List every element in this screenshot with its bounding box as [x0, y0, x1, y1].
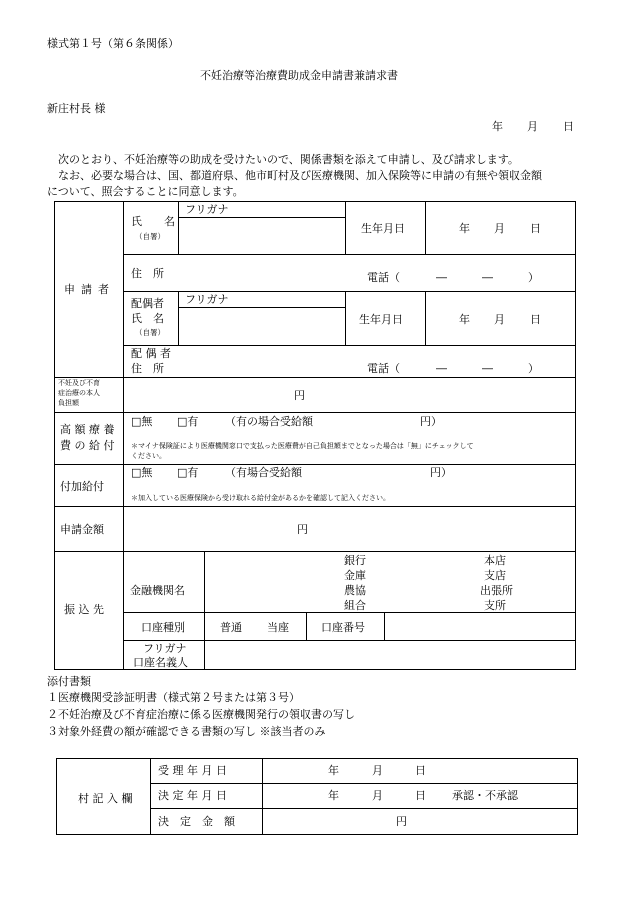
high-cost-yen: 円） [420, 415, 442, 428]
attachment-item-1: １医療機関受診証明書（様式第２号または第３号） [47, 691, 300, 704]
date-year-label: 年 [492, 120, 503, 133]
additional-note: ＊加入している医療保険から受け取れる給付金があるかを確認して記入ください。 [131, 494, 390, 502]
high-cost-label-2: 費 の 給 付 [60, 439, 115, 452]
decided-date-label: 決 定 年 月 日 [158, 789, 227, 802]
additional-amount-label: （有場合受給額 [225, 466, 302, 479]
received-day: 日 [415, 764, 426, 777]
page-title: 不妊治療等治療費助成金申請書兼請求書 [200, 69, 398, 82]
branch-type-1: 本店 [484, 554, 506, 567]
applicant-section-label: 申請者 [64, 283, 115, 296]
transfer-section-label: 振 込 先 [64, 603, 104, 616]
account-holder-furigana-label: フリガナ [143, 642, 187, 655]
burden-yen: 円 [294, 389, 305, 402]
spouse-phone-label: 電話（ [367, 362, 400, 375]
intro-line-2: なお、必要な場合は、国、都道府県、他市町村及び医療機関、加入保険等に申請の有無や領収金額 [58, 169, 542, 182]
spouse-phone-dash-1: ― [436, 362, 447, 375]
date-month-label: 月 [527, 120, 538, 133]
applicant-birth-label: 生年月日 [361, 222, 405, 235]
request-amount-label: 申請金額 [60, 523, 104, 536]
bank-type-4: 組合 [344, 599, 366, 612]
decided-day: 日 [415, 789, 426, 802]
high-cost-note-2: ください。 [131, 452, 166, 460]
high-cost-note-1: ＊マイナ保険証により医療機関窓口で支払った医療費が自己負担額までとなった場合は「無」にチェックして [131, 442, 474, 450]
spouse-address-label-1: 配 偶 者 [131, 347, 171, 360]
spouse-label: 配偶者 [131, 297, 164, 310]
high-cost-label-1: 高 額 療 養 [60, 423, 115, 436]
applicant-phone-close: ） [528, 271, 539, 284]
high-cost-amount-label: （有の場合受給額 [225, 415, 313, 428]
additional-label: 付加給付 [60, 480, 104, 493]
applicant-phone-dash-1: ― [436, 271, 447, 284]
decided-month: 月 [372, 789, 383, 802]
bank-type-1: 銀行 [344, 554, 366, 567]
burden-label-3: 負担額 [58, 399, 79, 407]
decided-amount-label: 決 定 金 額 [158, 815, 235, 828]
received-date-label: 受 理 年 月 日 [158, 764, 227, 777]
bank-name-label: 金融機関名 [130, 584, 185, 597]
date-day-label: 日 [563, 120, 574, 133]
form-number: 様式第１号（第６条関係） [47, 37, 179, 50]
applicant-phone-dash-2: ― [482, 271, 493, 284]
village-section-label: 村 記 入 欄 [78, 792, 133, 805]
received-year: 年 [328, 764, 339, 777]
spouse-birth-day: 日 [530, 313, 541, 326]
spouse-birth-label: 生年月日 [359, 313, 403, 326]
spouse-phone-dash-2: ― [482, 362, 493, 375]
spouse-birth-month: 月 [494, 313, 505, 326]
branch-type-4: 支所 [484, 599, 506, 612]
decided-year: 年 [328, 789, 339, 802]
request-amount-yen: 円 [297, 523, 308, 536]
applicant-birth-day: 日 [530, 222, 541, 235]
applicant-furigana-label: フリガナ [185, 203, 229, 216]
spouse-phone-close: ） [528, 362, 539, 375]
account-type-current: 当座 [267, 621, 289, 634]
approval-status: 承認・不承認 [452, 789, 518, 802]
branch-type-3: 出張所 [480, 584, 513, 597]
intro-line-3: について、照会することに同意します。 [47, 185, 244, 198]
decided-amount-yen: 円 [396, 815, 407, 828]
attachment-item-3: ３対象外経費の額が確認できる書類の写し ※該当者のみ [47, 725, 326, 738]
branch-type-2: 支店 [484, 569, 506, 582]
spouse-jisho-label: （自署） [135, 328, 165, 337]
additional-none-checkbox[interactable]: □無 [131, 466, 153, 479]
attachments-heading: 添付書類 [47, 675, 91, 688]
spouse-birth-year: 年 [459, 313, 470, 326]
applicant-birth-month: 月 [494, 222, 505, 235]
high-cost-none-checkbox[interactable]: □無 [131, 415, 153, 428]
burden-label-1: 不妊及び不育 [58, 379, 100, 387]
applicant-phone-label: 電話（ [367, 271, 400, 284]
account-holder-label: 口座名義人 [133, 656, 188, 669]
burden-label-2: 症治療の本人 [58, 389, 100, 397]
applicant-jisho-label: （自署） [135, 232, 165, 241]
attachment-item-2: ２不妊治療及び不育症治療に係る医療機関発行の領収書の写し [47, 708, 355, 721]
spouse-name-label: 氏 名 [131, 312, 164, 325]
spouse-address-label-2: 住 所 [131, 362, 164, 375]
additional-yen: 円） [430, 466, 452, 479]
bank-type-2: 金庫 [344, 569, 366, 582]
high-cost-yes-checkbox[interactable]: □有 [177, 415, 199, 428]
additional-yes-checkbox[interactable]: □有 [177, 466, 199, 479]
applicant-name-label: 氏 名 [131, 215, 175, 228]
bank-type-3: 農協 [344, 584, 366, 597]
account-type-label: 口座種別 [141, 621, 185, 634]
account-type-ordinary: 普通 [220, 621, 242, 634]
intro-line-1: 次のとおり、不妊治療等の助成を受けたいので、関係書類を添えて申請し、及び請求します。 [58, 153, 519, 166]
account-number-label: 口座番号 [321, 621, 365, 634]
applicant-birth-year: 年 [459, 222, 470, 235]
applicant-address-label: 住 所 [131, 267, 164, 280]
received-month: 月 [372, 764, 383, 777]
addressee: 新庄村長 様 [47, 102, 106, 115]
spouse-furigana-label: フリガナ [185, 293, 229, 306]
